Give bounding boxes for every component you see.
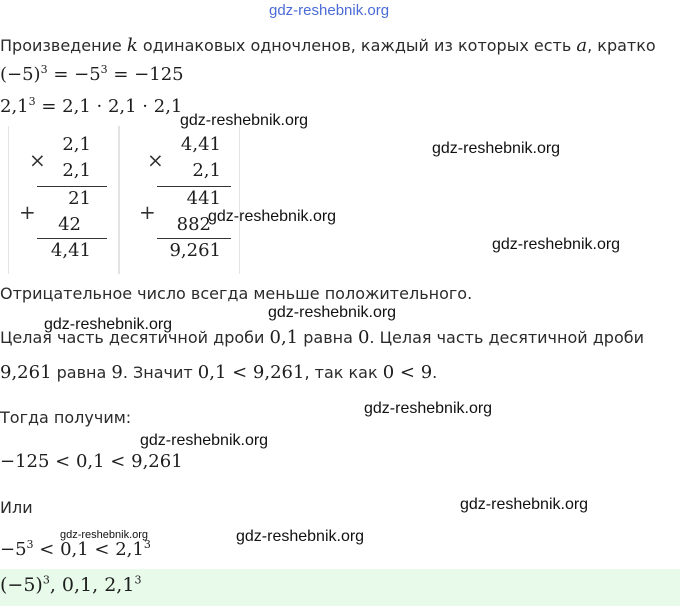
watermark: gdz-reshebnik.org: [208, 208, 337, 225]
integer-part-sentence-2: [0, 362, 437, 383]
eq1-exp1: 3: [40, 63, 48, 76]
answer-text: [0, 574, 141, 596]
mult1-rule-bottom: [37, 238, 107, 239]
plus-sign: +: [19, 200, 36, 224]
mult1-partial-1: 21: [68, 188, 91, 209]
p3-m1: 9,261: [0, 362, 52, 383]
intro-text-b: одинаковых одночленов, каждый из которых есть: [137, 36, 577, 55]
times-sign: ×: [147, 148, 164, 172]
multiplication-column-2: [118, 126, 240, 274]
watermark: gdz-reshebnik.org: [180, 112, 309, 129]
multiplication-column-1: [8, 126, 120, 274]
watermark: gdz-reshebnik.org: [364, 400, 493, 417]
watermark: gdz-reshebnik.org: [44, 316, 173, 333]
eq1-exp2: 3: [100, 63, 108, 76]
inequality-powers: [0, 539, 151, 560]
times-sign: ×: [29, 148, 46, 172]
p3-a: равна: [51, 363, 112, 382]
eq2-lhs: 2,1: [0, 96, 29, 117]
mult1-factor-b: 2,1: [62, 160, 91, 181]
watermark: gdz-reshebnik.org: [492, 236, 621, 253]
inequality-decimal: −125 < 0,1 < 9,261: [0, 451, 183, 472]
mult1-result: 4,41: [50, 240, 91, 261]
p3-m3: 0,1 < 9,261: [197, 362, 305, 383]
or-label: Или: [0, 498, 33, 517]
answer-exp1: 3: [42, 573, 50, 587]
answer-exp2: 3: [134, 573, 142, 587]
p2-a: Целая часть десятичной дроби: [0, 328, 270, 347]
eq4-b: < 0,1 < 2,1: [33, 539, 144, 560]
eq1-rhs: = −125: [107, 64, 184, 85]
watermark: gdz-reshebnik.org: [140, 432, 269, 449]
mult2-rule-bottom: [157, 238, 231, 239]
watermark: gdz-reshebnik.org: [268, 304, 397, 321]
watermark: gdz-reshebnik.org: [60, 529, 149, 541]
answer-a: (−5): [0, 574, 43, 596]
intro-line: [0, 35, 656, 56]
mult1-partial-2: 42: [58, 214, 81, 235]
eq2-rhs: = 2,1 · 2,1 · 2,1: [35, 96, 183, 117]
p3-b: . Значит: [122, 363, 198, 382]
eq4-a: −5: [0, 539, 27, 560]
var-k: k: [126, 35, 138, 56]
watermark: gdz-reshebnik.org: [432, 140, 561, 157]
eq2-exp: 3: [28, 95, 36, 108]
eq4-exp: 3: [26, 538, 34, 551]
p2-m2: 0: [357, 327, 370, 348]
mult2-partial-1: 441: [186, 188, 221, 209]
then-we-get: Тогда получим:: [0, 408, 132, 427]
mult2-partial-2: 882: [176, 214, 211, 235]
plus-sign: +: [139, 200, 156, 224]
answer-box: [0, 569, 680, 606]
mult1-factor-a: 2,1: [62, 134, 91, 155]
watermark: gdz-reshebnik.org: [236, 528, 365, 545]
p3-c: , так как: [304, 363, 383, 382]
mult2-rule-top: [157, 186, 231, 187]
answer-b: , 0,1, 2,1: [49, 574, 135, 596]
mult2-factor-b: 2,1: [192, 160, 221, 181]
p3-d: .: [432, 363, 438, 382]
intro-text-c: , кратко: [587, 36, 656, 55]
eq1-lhs: (−5): [0, 64, 41, 85]
p2-c: . Целая часть десятичной дроби: [369, 328, 644, 347]
mult2-factor-a: 4,41: [180, 134, 221, 155]
watermark-top: gdz-reshebnik.org: [269, 2, 390, 19]
var-a: a: [576, 35, 588, 56]
p2-b: равна: [298, 328, 358, 347]
equation-cube-two-one: [0, 96, 182, 117]
mult2-result: 9,261: [169, 240, 221, 261]
eq4-exp2: 3: [143, 538, 151, 551]
watermark: gdz-reshebnik.org: [460, 496, 589, 513]
equation-cube-minus-five: [0, 64, 184, 85]
mult1-rule-top: [37, 186, 107, 187]
eq1-mid: = −5: [47, 64, 101, 85]
p3-m4: 0 < 9: [382, 362, 433, 383]
negative-less-than-positive: Отрицательное число всегда меньше положительного.: [0, 284, 473, 303]
p2-m1: 0,1: [269, 327, 299, 348]
intro-text-a: Произведение: [0, 36, 127, 55]
p3-m2: 9: [111, 362, 123, 383]
